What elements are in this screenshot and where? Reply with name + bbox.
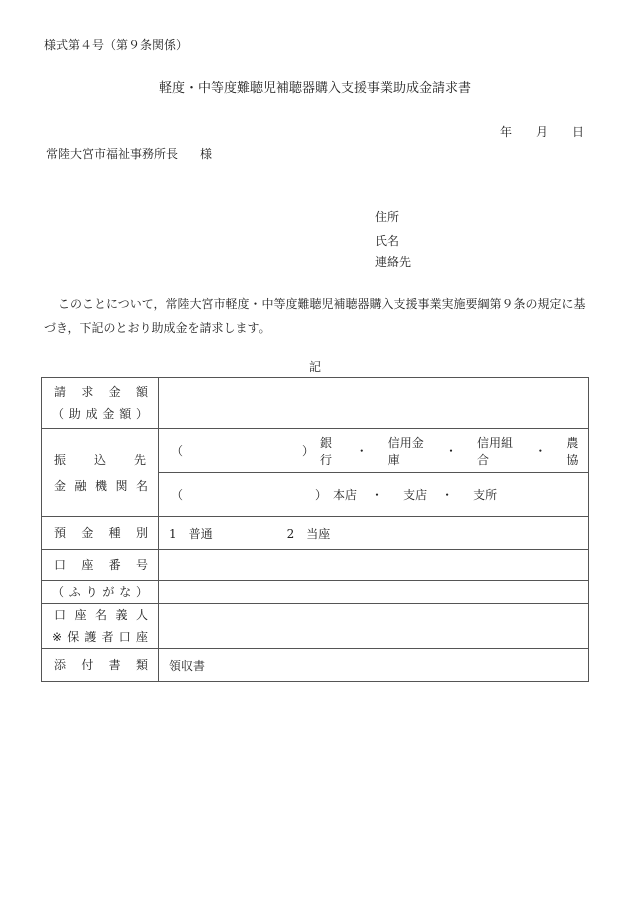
document-title: 軽度・中等度難聴児補聴器購入支援事業助成金請求書	[158, 81, 471, 96]
amount-label-cell	[42, 378, 159, 429]
separator-dot: ・	[371, 488, 384, 502]
request-table	[41, 377, 589, 682]
bank-type-cell[interactable]	[159, 429, 589, 473]
label-char: 口	[54, 558, 67, 572]
open-paren: （	[171, 444, 184, 458]
holder-label-cell	[42, 604, 159, 649]
holder-cell[interactable]	[159, 604, 589, 649]
label-char: 添	[54, 658, 67, 672]
account-type-label-cell	[42, 517, 159, 550]
label-char: 関	[115, 478, 128, 493]
label-char: 名	[135, 478, 148, 493]
label-char: 金	[102, 407, 115, 421]
addressee: 常陸大宮市福祉事務所長	[46, 147, 179, 161]
option-4: 農協	[566, 435, 579, 467]
holder-label	[42, 604, 158, 626]
option-1: 本店	[333, 488, 358, 502]
date-year-label: 年	[500, 125, 513, 139]
furigana-cell[interactable]	[159, 581, 589, 604]
account-type-label	[42, 522, 158, 544]
attachments-cell	[159, 649, 589, 682]
option-2: 信用金庫	[387, 435, 424, 467]
furigana-label	[42, 581, 158, 603]
account-number-label-cell	[42, 550, 159, 581]
label-char: 込	[93, 452, 106, 467]
label-char: 求	[81, 385, 94, 399]
label-char: ）	[135, 585, 148, 599]
label-char: 別	[135, 526, 148, 540]
account-type-cell[interactable]	[159, 517, 589, 550]
label-char: 座	[74, 608, 87, 622]
separator-dot: ・	[441, 488, 454, 502]
ki-heading: 記	[308, 360, 321, 374]
amount-label	[42, 381, 158, 403]
attachments-label-cell	[42, 649, 159, 682]
label-char: 融	[74, 478, 87, 493]
option-3: 信用組合	[477, 435, 514, 467]
label-char: 座	[135, 630, 148, 644]
label-char: 振	[54, 452, 67, 467]
label-char: 座	[81, 558, 94, 572]
label-char: り	[85, 585, 98, 599]
separator-dot: ・	[534, 444, 547, 458]
form-number: 様式第４号（第９条関係）	[44, 38, 189, 52]
label-char: ふ	[68, 585, 81, 599]
attachments-value: 領収書	[169, 658, 206, 673]
label-char: 番	[108, 558, 121, 572]
label-char: 号	[135, 558, 148, 572]
date-month-label: 月	[536, 125, 549, 139]
label-char: 護	[84, 630, 97, 644]
label-char: 金	[81, 526, 94, 540]
amount-sublabel	[42, 403, 158, 425]
label-char: 名	[94, 608, 107, 622]
label-char: 助	[68, 407, 81, 421]
applicant-name-label: 氏名	[375, 234, 400, 248]
label-char: 額	[135, 385, 148, 399]
bank-type-row	[159, 434, 588, 468]
close-paren: ）	[302, 444, 315, 458]
body-text: このことについて，常陸大宮市軽度・中等度難聴児補聴器購入支援事業実施要綱第９条の規定に基づき，下記のとおり助成金を請求します。	[44, 297, 586, 335]
label-char: 者	[101, 630, 114, 644]
amount-value-cell[interactable]	[159, 378, 589, 429]
option-1: 銀行	[320, 435, 333, 467]
separator-dot: ・	[355, 444, 368, 458]
honorific: 様	[200, 147, 213, 161]
account-type-current[interactable]: 2 当座	[286, 526, 331, 541]
label-char: 付	[81, 658, 94, 672]
applicant-contact-label: 連絡先	[375, 255, 412, 269]
option-3: 支所	[473, 488, 498, 502]
option-2: 支店	[403, 488, 428, 502]
label-char: 義	[115, 608, 128, 622]
label-char: ）	[135, 407, 148, 421]
branch-type-cell[interactable]	[159, 473, 589, 517]
label-char: 保	[67, 630, 80, 644]
guardian-label	[42, 626, 158, 648]
label-char: 口	[54, 608, 67, 622]
label-char: 書	[108, 658, 121, 672]
label-char: 成	[85, 407, 98, 421]
label-char: な	[119, 585, 132, 599]
label-char: 先	[133, 452, 146, 467]
label-char: 預	[54, 526, 67, 540]
account-type-options	[159, 525, 588, 542]
separator-dot: ・	[445, 444, 458, 458]
furigana-label-cell	[42, 581, 159, 604]
date-day-label: 日	[572, 125, 585, 139]
label-char: 類	[135, 658, 148, 672]
bank-label-cell	[42, 429, 159, 517]
label-char: が	[102, 585, 115, 599]
label-char: 種	[108, 526, 121, 540]
label-char: 機	[94, 478, 107, 493]
bank-label-line1	[42, 449, 158, 471]
label-char: （	[52, 407, 65, 421]
account-number-label	[42, 554, 158, 576]
label-char: 金	[108, 385, 121, 399]
attachments-label	[42, 654, 158, 676]
open-paren: （	[171, 488, 184, 502]
label-char: ※	[52, 630, 63, 644]
label-char: 人	[135, 608, 148, 622]
addressee-line	[46, 145, 212, 162]
label-char: 口	[118, 630, 131, 644]
close-paren: ）	[315, 488, 328, 502]
label-char: 額	[119, 407, 132, 421]
account-number-cell[interactable]	[159, 550, 589, 581]
label-char: 請	[54, 385, 67, 399]
applicant-address-label: 住所	[375, 210, 400, 224]
branch-type-row	[159, 486, 588, 503]
label-char: （	[52, 585, 65, 599]
account-type-ordinary[interactable]: 1 普通	[169, 526, 213, 541]
label-char: 金	[54, 478, 67, 493]
bank-label-line2	[42, 475, 158, 497]
